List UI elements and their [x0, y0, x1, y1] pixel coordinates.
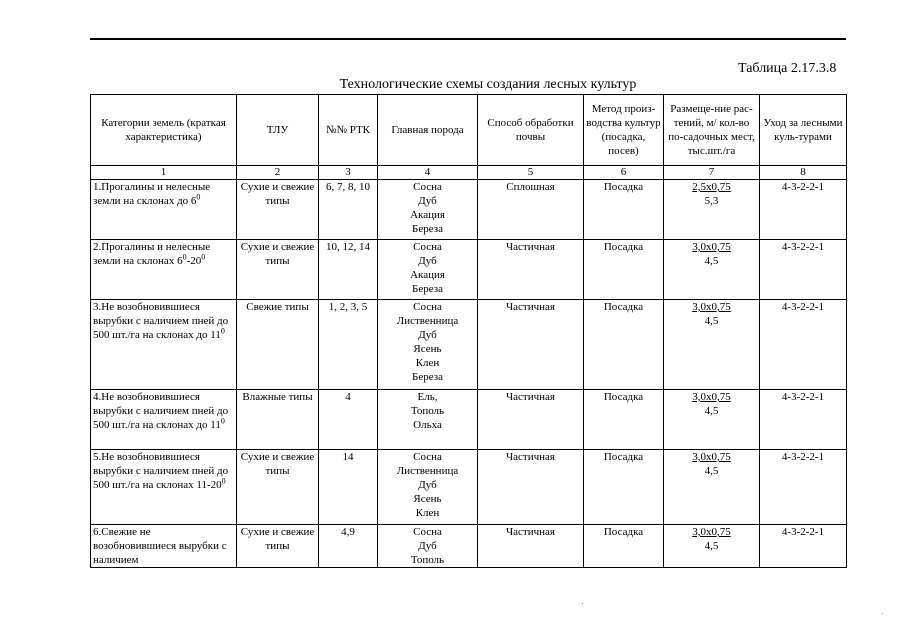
care-cell: 4-3-2-2-1 — [760, 390, 847, 450]
category-text: 2.Прогалины и нелесные земли на склонах 6 — [93, 241, 211, 267]
placement-scheme: 3,0х0,75 — [692, 301, 731, 313]
planting-density: 5,3 — [704, 195, 719, 207]
tlu-cell: Сухие и свежие типы — [237, 240, 319, 300]
species-item: Дуб — [418, 329, 437, 341]
rtk-cell: 1, 2, 3, 5 — [319, 300, 378, 390]
planting-density: 4,5 — [704, 465, 719, 477]
species-cell — [378, 450, 478, 525]
care-cell: 4-3-2-2-1 — [760, 525, 847, 568]
method-cell: Посадка — [584, 450, 664, 525]
column-number: 3 — [319, 166, 378, 180]
species-item: Тополь — [410, 554, 445, 566]
species-cell — [378, 180, 478, 240]
species-item: Тополь — [410, 405, 445, 417]
column-number: 8 — [760, 166, 847, 180]
column-number: 6 — [584, 166, 664, 180]
header-cell: ТЛУ — [237, 95, 319, 166]
category-text: 3.Не возобновившиеся вырубки с наличием пней до 500 шт./га на склонах до 11 — [93, 301, 229, 341]
degree-sup: 0 — [220, 326, 225, 336]
placement-scheme: 3,0х0,75 — [692, 241, 731, 253]
header-cell: Главная порода — [378, 95, 478, 166]
column-number: 1 — [91, 166, 237, 180]
planting-density: 4,5 — [704, 315, 719, 327]
rtk-cell: 14 — [319, 450, 378, 525]
scan-speck — [882, 613, 883, 614]
column-number: 4 — [378, 166, 478, 180]
soil-cell: Сплошная — [478, 180, 584, 240]
species-item: Сосна — [413, 241, 442, 253]
placement-cell — [664, 390, 760, 450]
species-item: Сосна — [413, 181, 442, 193]
species-item: Ель, — [417, 391, 438, 403]
category-text: 5.Не возобновившиеся вырубки с наличием пней до 500 шт./га на склонах 11-20 — [93, 451, 229, 491]
header-cell: Метод произ-водства культур (посадка, посев) — [584, 95, 664, 166]
placement-scheme: 3,0х0,75 — [692, 451, 731, 463]
care-cell: 4-3-2-2-1 — [760, 450, 847, 525]
species-item: Ясень — [413, 493, 442, 505]
method-cell: Посадка — [584, 180, 664, 240]
column-number-row — [91, 166, 847, 180]
tlu-cell: Влажные типы — [237, 390, 319, 450]
table-number: Таблица 2.17.3.8 — [738, 61, 837, 76]
species-item: Клен — [415, 357, 440, 369]
planting-density: 4,5 — [704, 405, 719, 417]
species-cell — [378, 390, 478, 450]
category-cell — [91, 180, 237, 240]
method-cell: Посадка — [584, 240, 664, 300]
category-cell — [91, 300, 237, 390]
table-row — [91, 240, 847, 300]
placement-cell — [664, 525, 760, 568]
species-cell — [378, 240, 478, 300]
species-item: Дуб — [418, 479, 437, 491]
soil-cell: Частичная — [478, 525, 584, 568]
soil-cell: Частичная — [478, 240, 584, 300]
tlu-cell: Сухие и свежие типы — [237, 450, 319, 525]
planting-density: 4,5 — [704, 255, 719, 267]
degree-sup: 0 — [221, 476, 226, 486]
table-row — [91, 180, 847, 240]
method-cell: Посадка — [584, 390, 664, 450]
tlu-cell: Свежие типы — [237, 300, 319, 390]
degree-sup: 0 — [182, 252, 187, 262]
header-cell: Категории земель (краткая характеристика) — [91, 95, 237, 166]
species-cell — [378, 525, 478, 568]
placement-cell — [664, 450, 760, 525]
placement-cell — [664, 180, 760, 240]
planting-density: 4,5 — [704, 540, 719, 552]
tlu-cell: Сухие и свежие типы — [237, 180, 319, 240]
category-cell — [91, 240, 237, 300]
soil-cell: Частичная — [478, 450, 584, 525]
rtk-cell: 4 — [319, 390, 378, 450]
species-item: Лиственница — [396, 315, 459, 327]
species-item: Клен — [415, 507, 440, 519]
category-text: 6.Свежие не возобновившиеся вырубки с наличием — [93, 526, 227, 566]
header-rule — [90, 38, 846, 40]
column-number: 5 — [478, 166, 584, 180]
species-item: Лиственница — [396, 465, 459, 477]
tlu-cell: Сухие и свежие типы — [237, 525, 319, 568]
table-row — [91, 525, 847, 568]
category-text: 4.Не возобновившиеся вырубки с наличием пней до 500 шт./га на склонах до 11 — [93, 391, 229, 431]
degree-sup: 0 — [201, 252, 206, 262]
header-cell: Уход за лесными куль-турами — [760, 95, 847, 166]
species-item: Сосна — [413, 451, 442, 463]
care-cell: 4-3-2-2-1 — [760, 180, 847, 240]
species-item: Береза — [412, 223, 443, 235]
care-cell: 4-3-2-2-1 — [760, 240, 847, 300]
table-title: Технологические схемы создания лесных культур — [339, 77, 637, 92]
header-cell: №№ РТК — [319, 95, 378, 166]
rtk-cell: 10, 12, 14 — [319, 240, 378, 300]
care-cell: 4-3-2-2-1 — [760, 300, 847, 390]
species-item: Береза — [412, 371, 443, 383]
placement-scheme: 2,5х0,75 — [692, 181, 731, 193]
table-row — [91, 300, 847, 390]
header-cell: Способ обработки почвы — [478, 95, 584, 166]
species-cell — [378, 300, 478, 390]
species-item: Сосна — [413, 301, 442, 313]
placement-cell — [664, 240, 760, 300]
species-item: Акация — [410, 209, 445, 221]
species-item: Акация — [410, 269, 445, 281]
column-number: 2 — [237, 166, 319, 180]
species-item: Дуб — [418, 540, 437, 552]
placement-scheme: 3,0х0,75 — [692, 391, 731, 403]
table-row — [91, 450, 847, 525]
degree-sup: 0 — [196, 192, 201, 202]
soil-cell: Частичная — [478, 390, 584, 450]
category-tail: -20 — [186, 255, 202, 267]
species-item: Ольха — [413, 419, 442, 431]
rtk-cell: 6, 7, 8, 10 — [319, 180, 378, 240]
column-number: 7 — [664, 166, 760, 180]
scan-speck — [582, 603, 583, 604]
rtk-cell: 4,9 — [319, 525, 378, 568]
placement-cell — [664, 300, 760, 390]
category-cell — [91, 525, 237, 568]
species-item: Береза — [412, 283, 443, 295]
header-cell: Размеще-ние рас-тений, м/ кол-во по-садочных мест, тыс.шт./га — [664, 95, 760, 166]
category-cell — [91, 450, 237, 525]
degree-sup: 0 — [220, 416, 225, 426]
species-item: Сосна — [413, 526, 442, 538]
forest-cultures-table — [90, 94, 847, 568]
species-item: Ясень — [413, 343, 442, 355]
method-cell: Посадка — [584, 525, 664, 568]
category-text: 1.Прогалины и нелесные земли на склонах до 6 — [93, 181, 211, 207]
placement-scheme: 3,0х0,75 — [692, 526, 731, 538]
species-item: Дуб — [418, 195, 437, 207]
category-cell — [91, 390, 237, 450]
header-row — [91, 95, 847, 166]
soil-cell: Частичная — [478, 300, 584, 390]
method-cell: Посадка — [584, 300, 664, 390]
species-item: Дуб — [418, 255, 437, 267]
table-row — [91, 390, 847, 450]
